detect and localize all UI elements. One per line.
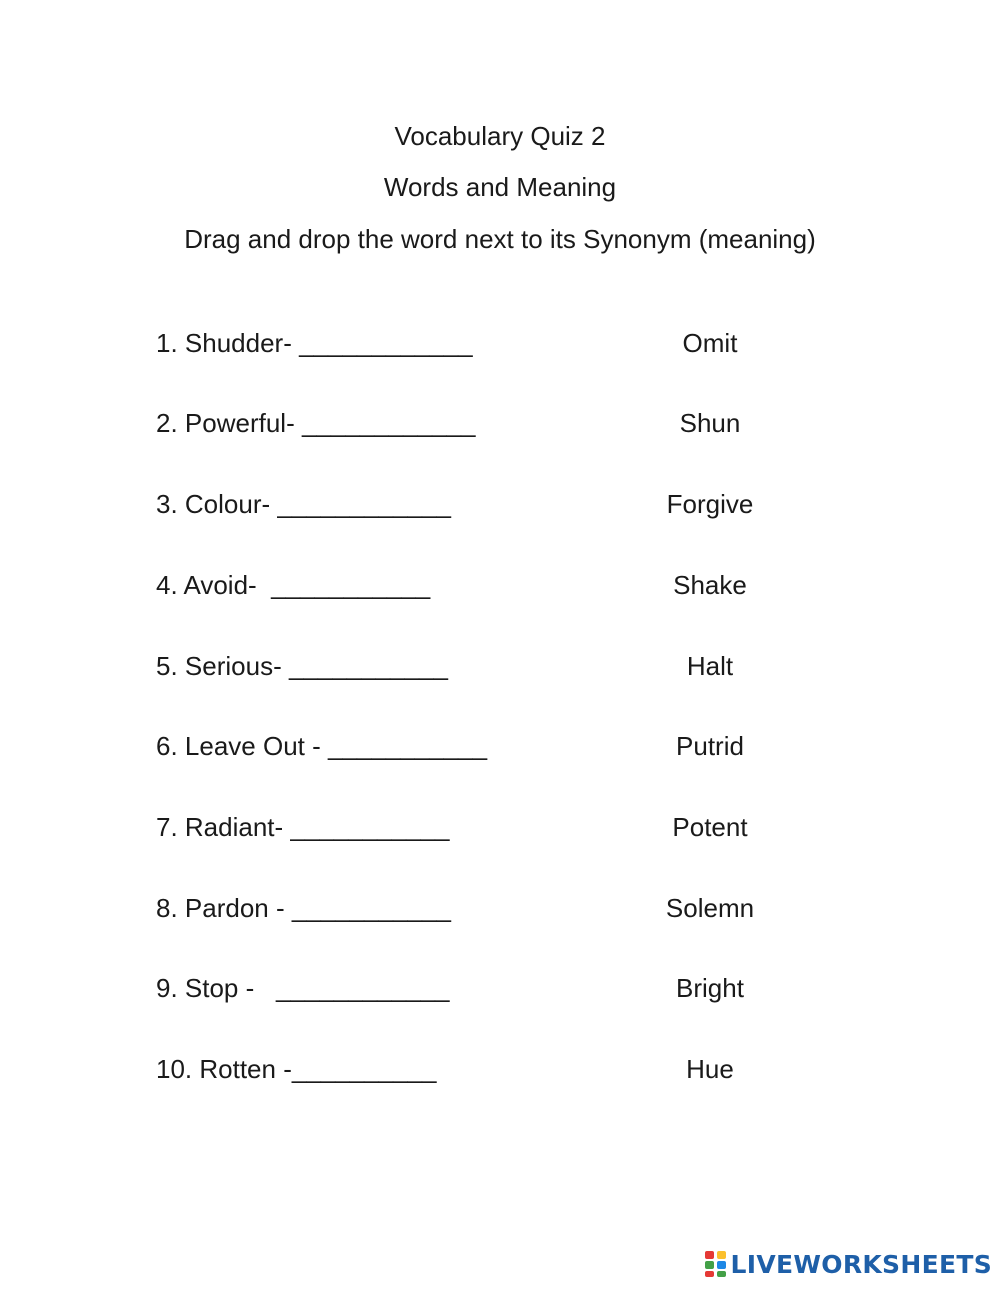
question-label: 2. Powerful-	[156, 408, 302, 438]
quiz-subtitle: Words and Meaning	[383, 172, 617, 202]
answer-blank[interactable]: ____________	[301, 408, 476, 438]
liveworksheets-logo	[705, 1249, 992, 1279]
question-item	[156, 812, 449, 842]
question-label: 10. Rotten -	[156, 1054, 292, 1084]
answer-blank[interactable]: ___________	[288, 651, 449, 681]
question-label: 1. Shudder-	[156, 328, 300, 358]
answer-blank[interactable]: ___________	[271, 570, 431, 600]
question-item	[156, 489, 451, 519]
answer-blank[interactable]: ___________	[327, 731, 488, 761]
liveworksheets-mark-icon	[705, 1251, 727, 1277]
answer-blank[interactable]: __________	[291, 1054, 437, 1084]
synonym-word[interactable]: Shake	[673, 570, 747, 600]
answer-blank[interactable]: ___________	[291, 893, 451, 923]
question-item	[156, 893, 451, 923]
synonym-word[interactable]: Putrid	[676, 731, 744, 761]
synonym-word[interactable]: Halt	[686, 651, 734, 681]
logo-text: LIVEWORKSHEETS	[730, 1249, 992, 1279]
question-item	[156, 328, 473, 358]
question-item	[156, 731, 487, 761]
question-label: 7. Radiant-	[156, 812, 291, 842]
synonym-word[interactable]: Bright	[676, 973, 744, 1003]
answer-blank[interactable]: ____________	[299, 328, 473, 358]
answer-blank[interactable]: ____________	[275, 973, 450, 1003]
question-item	[156, 651, 448, 681]
question-item	[156, 570, 430, 600]
synonym-word[interactable]: Solemn	[665, 893, 755, 923]
question-item	[156, 408, 475, 438]
answer-blank[interactable]: ____________	[277, 489, 451, 519]
quiz-title: Vocabulary Quiz 2	[394, 121, 606, 151]
synonym-word[interactable]: Potent	[672, 812, 748, 842]
question-label: 4. Avoid-	[156, 570, 272, 600]
question-label: 6. Leave Out -	[156, 731, 328, 761]
answer-blank[interactable]: ___________	[290, 812, 450, 842]
question-label: 8. Pardon -	[156, 893, 292, 923]
synonym-word[interactable]: Hue	[686, 1054, 734, 1084]
synonym-word[interactable]: Omit	[682, 328, 738, 358]
question-item	[156, 1054, 436, 1084]
question-item	[156, 973, 449, 1003]
synonym-word[interactable]: Shun	[679, 408, 741, 438]
quiz-instruction: Drag and drop the word next to its Synonym (meaning)	[184, 224, 816, 254]
question-label: 5. Serious-	[156, 651, 289, 681]
question-label: 9. Stop -	[156, 973, 276, 1003]
question-label: 3. Colour-	[156, 489, 278, 519]
synonym-word[interactable]: Forgive	[666, 489, 754, 519]
